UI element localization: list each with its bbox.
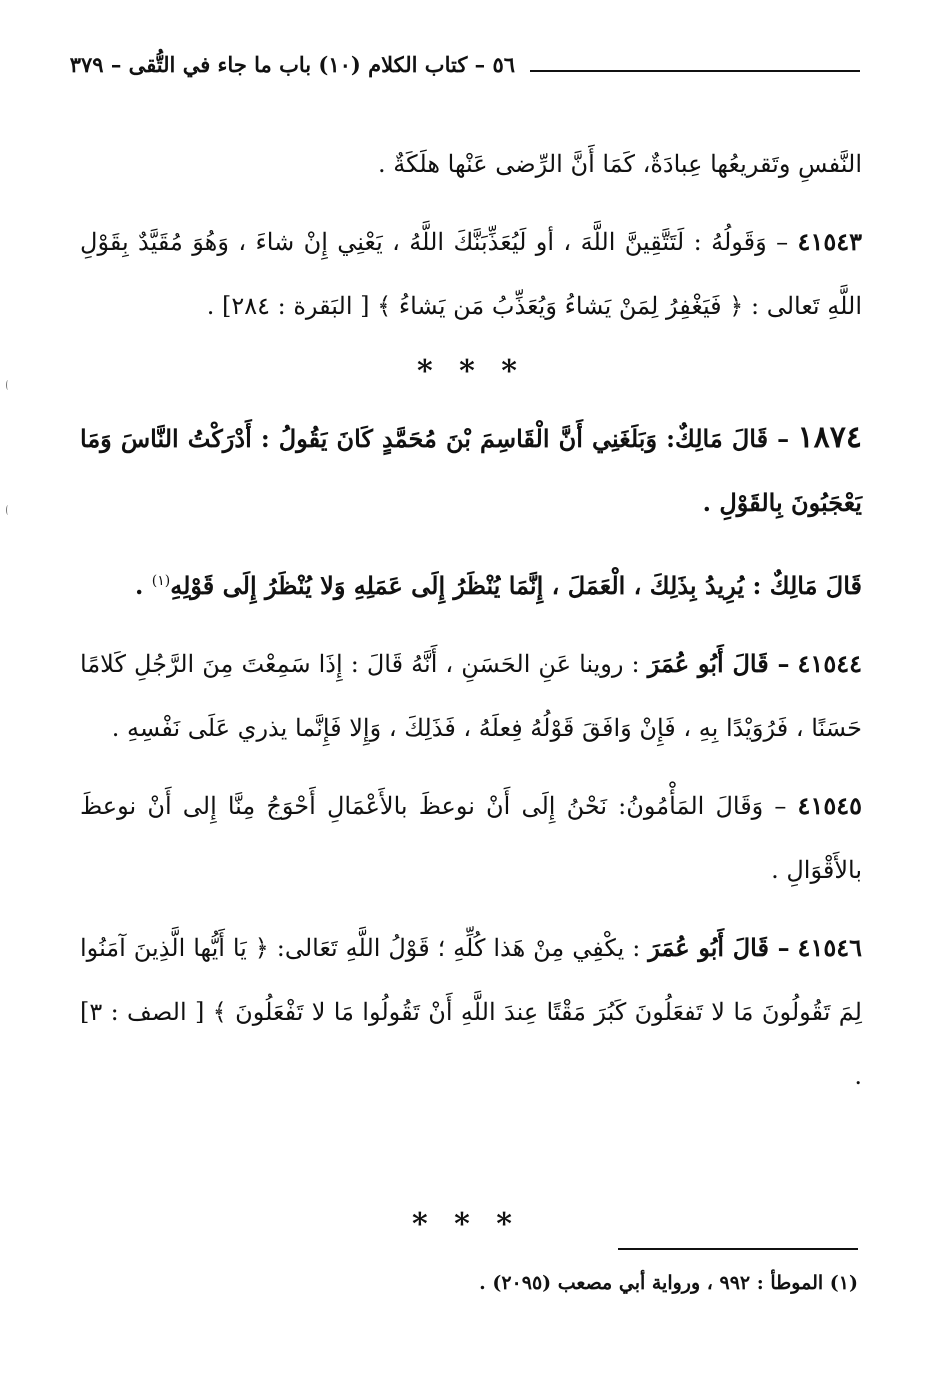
footnote-marker[interactable]: (١) bbox=[151, 573, 171, 589]
paragraph-41546 bbox=[80, 916, 862, 1108]
footnote-rule bbox=[618, 1248, 858, 1250]
paragraph-text: – وَقَالَ المَأْمُونُ: نَحْنُ إِلَى أَنْ نوعظَ بالأَعْمَالِ أَحْوَجُ مِنَّا إِلى أَنْ نوعظَ بالأَقْوَالِ . bbox=[80, 792, 862, 884]
paragraph-text: : يكْفِي مِنْ هَذا كُلِّهِ ؛ قَوْلُ اللَّهِ تَعَالى: ﴿ يَا أَيُّها الَّذِينَ آمَنُوا لِمَ تَقُولُونَ مَا لا تَفعَلُونَ كَبُرَ مَقْتًا عِندَ اللَّهِ أَنْ تَقُولُوا مَا لا تَفْعَلُونَ ﴾ [ الصف : ٣] . bbox=[80, 934, 862, 1090]
paragraph-41543 bbox=[80, 210, 862, 338]
end-separator: * * * bbox=[412, 1207, 520, 1242]
paragraph-41544 bbox=[80, 632, 862, 760]
paragraph-1874 bbox=[80, 406, 862, 535]
hadith-text: – قَالَ مَالِكٌ: وَبَلَغَنِي أَنَّ الْقَاسِمَ بْنَ مُحَمَّدٍ كَانَ يَقُولُ : أَدْرَكْتُ النَّاسَ وَمَا يَعْجَبُونَ بِالقَوْلِ . bbox=[80, 424, 862, 517]
header-title: ٥٦ – كتاب الكلام (١٠) باب ما جاء في التُّقى – ٣٧٩ bbox=[69, 52, 515, 77]
paragraph-text: : روينا عَنِ الحَسَنِ ، أَنَّهُ قَالَ : إِذَا سَمِعْتَ مِنَ الرَّجُلِ كَلامًا حَسَنًا ، فَرُوَيْدًا بِهِ ، فَإِنْ وَافَقَ قَوْلُهُ فِعلَهُ ، فَذَلِكَ ، وَإِلا فَإِنَّما يذري عَلَى نَفْسِهِ . bbox=[80, 650, 862, 742]
paragraph-text: قَالَ مَالِكٌ : يُرِيدُ بِذَلِكَ ، الْعَمَلَ ، إِنَّمَا يُنْظَرُ إِلَى عَمَلِهِ وَلا يُنْظَرُ إِلَى قَوْلِهِ bbox=[170, 571, 862, 600]
main-text bbox=[80, 132, 862, 1122]
running-header bbox=[69, 52, 860, 92]
speaker-name: – قَالَ أَبُو عُمَرَ bbox=[648, 933, 790, 962]
scan-artifact bbox=[6, 505, 10, 515]
header-rule bbox=[530, 70, 860, 72]
paragraph-end: . bbox=[135, 571, 152, 600]
footnote: (١) الموطأ : ٩٩٢ ، ورواية أبي مصعب (٢٠٩٥) . bbox=[479, 1272, 858, 1294]
hadith-number: ١٨٧٤ bbox=[797, 420, 862, 455]
paragraph-text: – وَقَولُهُ : لَتَتَّقِينَّ اللَّهَ ، أو لَيُعَذِّبَنَّكَ اللَّهُ ، يَعْنِي إِنْ شاءَ ، وَهُوَ مُقَيَّدٌ بِقَوْلِ اللَّهِ تَعالى : ﴿ فَيَغْفِرُ لِمَنْ يَشاءُ وَيُعَذِّبُ مَن يَشاءُ ﴾ [ البَقرة : ٢٨٤] . bbox=[80, 228, 862, 320]
paragraph-41545 bbox=[80, 774, 862, 902]
paragraph-text: النَّفسِ وتَقريعُها عِبادَةٌ، كَمَا أَنَّ الرِّضى عَنْها هلَكَةٌ . bbox=[378, 150, 862, 178]
paragraph-number: ٤١٥٤٤ bbox=[797, 649, 862, 678]
scan-artifact bbox=[6, 380, 10, 390]
paragraph-number: ٤١٥٤٣ bbox=[797, 227, 862, 256]
paragraph-number: ٤١٥٤٥ bbox=[797, 791, 862, 820]
paragraph-malik-comment bbox=[80, 549, 862, 618]
speaker-name: – قَالَ أَبُو عُمَرَ bbox=[647, 649, 790, 678]
paragraph-continuation bbox=[80, 132, 862, 196]
section-separator: * * * bbox=[417, 354, 525, 389]
paragraph-number: ٤١٥٤٦ bbox=[797, 933, 862, 962]
